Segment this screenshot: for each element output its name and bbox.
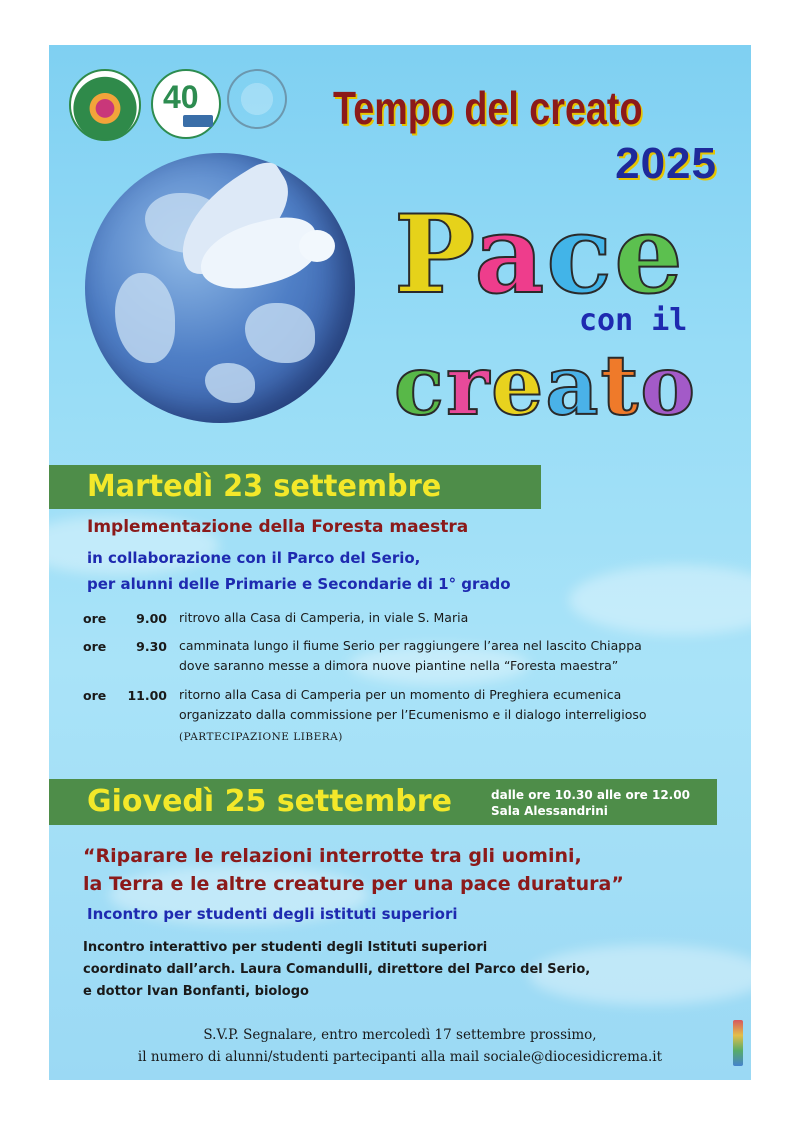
- pace-heading: Pace: [394, 192, 685, 318]
- association-logo: [69, 69, 141, 141]
- event2-body-1: Incontro interattivo per studenti degli Istituti superiori: [83, 940, 488, 955]
- event2-subtitle: Incontro per studenti degli istituti superiori: [87, 905, 458, 923]
- event2-body-2: coordinato dall’arch. Laura Comandulli, direttore del Parco del Serio,: [83, 962, 591, 977]
- side-logo-mark: [733, 1020, 743, 1066]
- event1-title: Implementazione della Foresta maestra: [87, 517, 469, 537]
- anniversary-logo: [151, 69, 221, 139]
- event2-date: Giovedì 25 settembre: [87, 784, 452, 819]
- cloud: [569, 565, 751, 635]
- event2-quote-1: “Riparare le relazioni interrotte tra gli uomini,: [83, 845, 582, 867]
- event1-subtitle-2: per alunni delle Primarie e Secondarie di 1° grado: [87, 575, 511, 593]
- participation-note: (PARTECIPAZIONE LIBERA): [179, 731, 343, 743]
- park-logo-mark: [183, 115, 213, 127]
- poster: 40 Tempo del creato 2025 Pace con il creato Martedì 23 settembre Implementazione della Foresta maestra in collaborazione con il Parco del Serio, per alunni delle Primarie e Secondarie di 1° grado ore 9.00 ritrovo alla Casa di Camperia, in viale S. Maria ore 9.30 camminata lungo il fiume Serio per raggiungere l’area nel lascito Chiappa dove saranno messe a dimora nuove piantine nella “Foresta maestra” ore 11.00 ritorno alla Casa di Camperia per un momento di Preghiera ecumenica organizzato dalla commissione per l’Ecumenismo e il dialogo interreligioso (PARTECIPAZIONE LIBERA) Giovedì 25 settembre dalle ore 10.30 alle ore 12.00 Sala Alessandrini “Riparare le relazioni interrotte tra gli uomini, la Terra e le altre creature per una pace duratura” Incontro per studenti degli istituti superiori Incontro interattivo per studenti degli Istituti superiori coordinato dall’arch. Laura Comandulli, direttore del Parco del Serio, e dottor Ivan Bonfanti, biologo S.V.P. Segnalare, entro mercoledì 17 settembre prossimo, il numero di alunni/studenti partecipanti alla mail sociale@diocesidicrema.it: [49, 45, 751, 1080]
- event1-subtitle-1: in collaborazione con il Parco del Serio,: [87, 549, 421, 567]
- event2-quote-2: la Terra e le altre creature per una pace duratura”: [83, 873, 624, 895]
- poster-year: 2025: [615, 139, 717, 188]
- event1-date-band: [49, 465, 541, 509]
- con-il-text: con il: [579, 303, 688, 338]
- diocese-seal-icon: [227, 69, 287, 129]
- event2-body-3: e dottor Ivan Bonfanti, biologo: [83, 984, 309, 999]
- poster-title: Tempo del creato: [333, 82, 643, 134]
- creato-heading: creato: [394, 338, 698, 434]
- dove-head: [299, 230, 335, 262]
- event2-date-band: [49, 779, 717, 825]
- event2-time-place: dalle ore 10.30 alle ore 12.00 Sala Alessandrini: [491, 788, 690, 818]
- event1-date: Martedì 23 settembre: [87, 469, 442, 504]
- footer-line-1: S.V.P. Segnalare, entro mercoledì 17 settembre prossimo,: [203, 1027, 597, 1043]
- anniversary-number: 40: [163, 79, 199, 115]
- footer-line-2: il numero di alunni/studenti partecipanti alla mail sociale@diocesidicrema.it: [137, 1049, 663, 1065]
